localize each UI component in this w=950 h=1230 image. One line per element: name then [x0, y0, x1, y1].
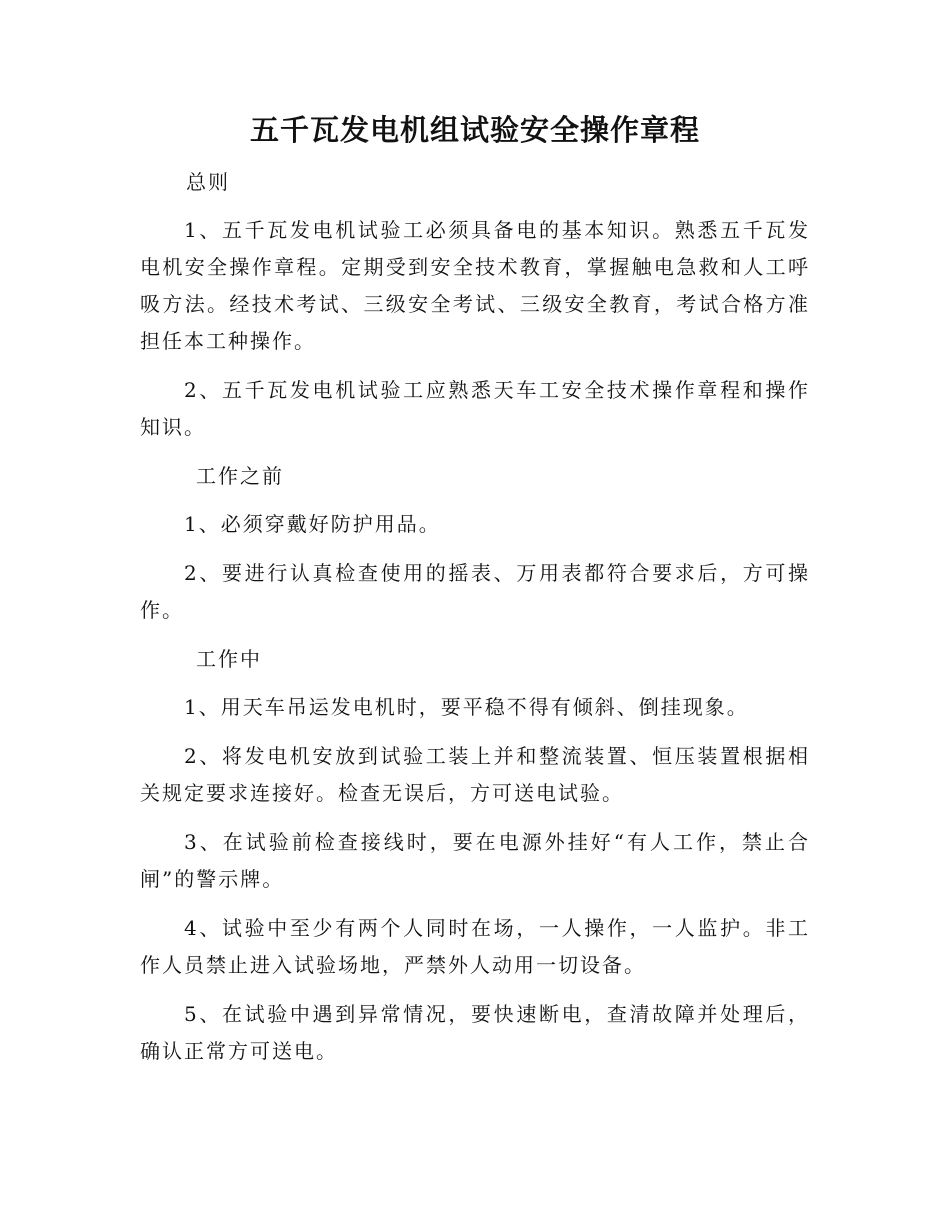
- paragraph: 2、将发电机安放到试验工装上并和整流装置、恒压装置根据相关规定要求连接好。检查无误后，方可送电试验。: [140, 744, 810, 805]
- paragraph: 5、在试验中遇到异常情况，要快速断电，查清故障并处理后，确认正常方可送电。: [140, 1002, 810, 1063]
- paragraph: 4、试验中至少有两个人同时在场，一人操作，一人监护。非工作人员禁止进入试验场地，严禁外人动用一切设备。: [140, 916, 810, 977]
- paragraph: 2、要进行认真检查使用的摇表、万用表都符合要求后，方可操作。: [140, 561, 810, 622]
- section-heading-general: 总则: [186, 170, 230, 194]
- section-heading-during-work: 工作中: [196, 647, 262, 671]
- paragraph: 3、在试验前检查接线时，要在电源外挂好“有人工作，禁止合闸”的警示牌。: [140, 830, 810, 891]
- document-body: [140, 164, 810, 1082]
- document-title: 五千瓦发电机组试验安全操作章程: [249, 113, 700, 147]
- section-heading-before-work: 工作之前: [196, 464, 284, 488]
- paragraph: 1、五千瓦发电机试验工必须具备电的基本知识。熟悉五千瓦发电机安全操作章程。定期受到安全技术教育，掌握触电急救和人工呼吸方法。经技术考试、三级安全考试、三级安全教育，考试合格方准担任本工种操作。: [140, 218, 810, 353]
- paragraph: 1、用天车吊运发电机时，要平稳不得有倾斜、倒挂现象。: [184, 695, 749, 719]
- paragraph: 1、必须穿戴好防护用品。: [184, 512, 441, 536]
- paragraph: 2、五千瓦发电机试验工应熟悉天车工安全技术操作章程和操作知识。: [140, 378, 810, 439]
